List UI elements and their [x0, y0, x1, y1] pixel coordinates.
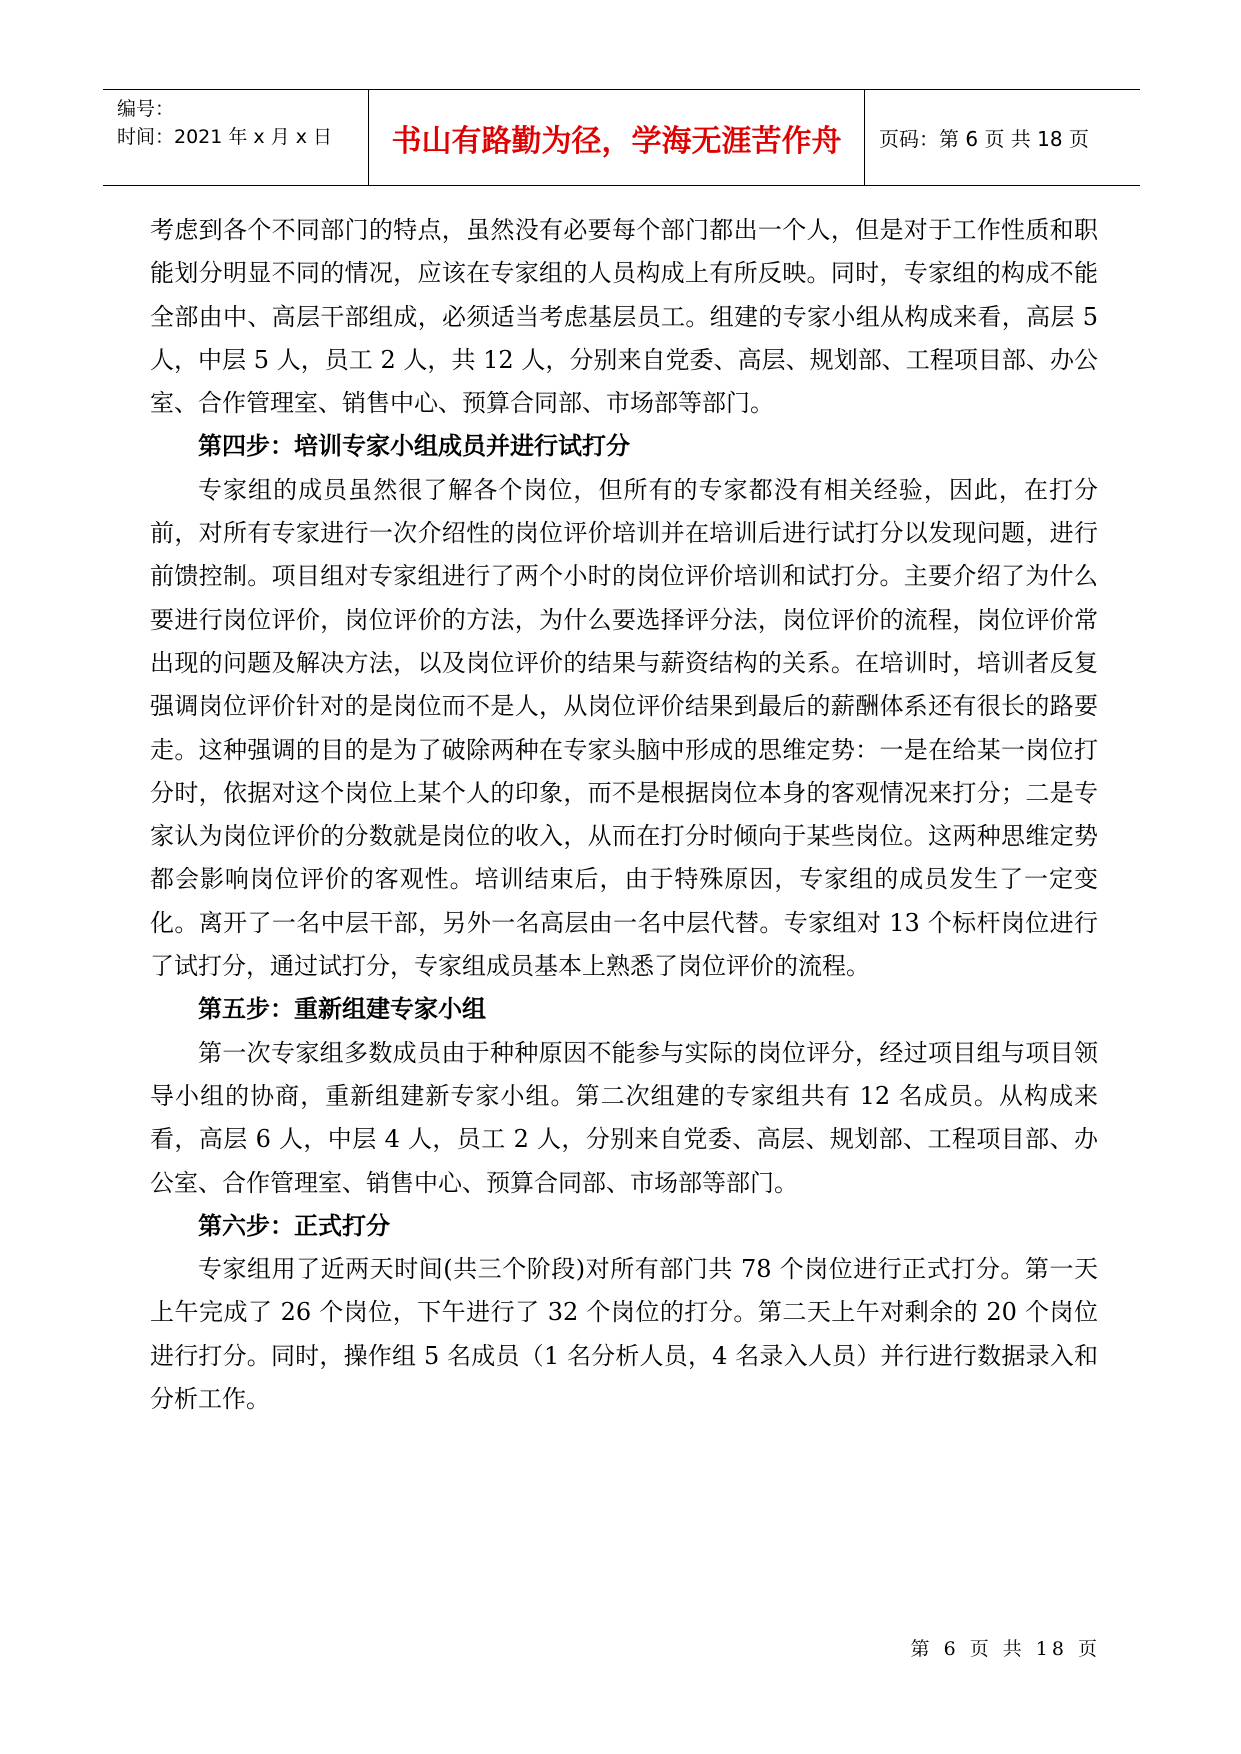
paragraph: 专家组的成员虽然很了解各个岗位，但所有的专家都没有相关经验，因此，在打分前，对所有专家进行一次介绍性的岗位评价培训并在培训后进行试打分以发现问题，进行前馈控制。项目组对专家组进行了两个小时的岗位评价培训和试打分。主要介绍了为什么要进行岗位评价，岗位评价的方法，为什么要选择评分法，岗位评价的流程，岗位评价常出现的问题及解决方法，以及岗位评价的结果与薪资结构的关系。在培训时，培训者反复强调岗位评价针对的是岗位而不是人，从岗位评价结果到最后的薪酬体系还有很长的路要走。这种强调的目的是为了破除两种在专家头脑中形成的思维定势：一是在给某一岗位打分时，依据对这个岗位上某个人的印象，而不是根据岗位本身的客观情况来打分；二是专家认为岗位评价的分数就是岗位的收入，从而在打分时倾向于某些岗位。这两种思维定势都会影响岗位评价的客观性。培训结束后，由于特殊原因，专家组的成员发生了一定变化。离开了一名中层干部，另外一名高层由一名中层代替。专家组对 13 个标杆岗位进行了试打分，通过试打分，专家组成员基本上熟悉了岗位评价的流程。: [150, 475, 1098, 981]
document-body: [150, 209, 1098, 1421]
section-heading-step-6: 第六步：正式打分: [198, 1211, 390, 1240]
header-left-cell: [103, 90, 368, 185]
document-number-label: 编号：: [117, 98, 175, 120]
page-header: [103, 89, 1140, 186]
header-page-label: 页码：第 6 页 共 18 页: [879, 127, 1089, 151]
page-footer: 第 6 页 共 18 页: [910, 1638, 1101, 1660]
header-motto: 书山有路勤为径，学海无涯苦作舟: [391, 123, 842, 159]
paragraph: 考虑到各个不同部门的特点，虽然没有必要每个部门都出一个人，但是对于工作性质和职能划分明显不同的情况，应该在专家组的人员构成上有所反映。同时，专家组的构成不能全部由中、高层干部组成，必须适当考虑基层员工。组建的专家小组从构成来看，高层 5 人，中层 5 人，员工 2 人，共 12 人，分别来自党委、高层、规划部、工程项目部、办公室、合作管理室、销售中心、预算合同部、市场部等部门。: [150, 216, 1098, 418]
paragraph: 专家组用了近两天时间(共三个阶段)对所有部门共 78 个岗位进行正式打分。第一天上午完成了 26 个岗位，下午进行了 32 个岗位的打分。第二天上午对剩余的 20 个岗位进行打分。同时，操作组 5 名成员（1 名分析人员，4 名录入人员）并行进行数据录入和分析工作。: [150, 1255, 1098, 1414]
paragraph: 第一次专家组多数成员由于种种原因不能参与实际的岗位评分，经过项目组与项目领导小组的协商，重新组建新专家小组。第二次组建的专家组共有 12 名成员。从构成来看，高层 6 人，中层 4 人，员工 2 人，分别来自党委、高层、规划部、工程项目部、办公室、合作管理室、销售中心、预算合同部、市场部等部门。: [150, 1038, 1098, 1197]
header-motto-cell: [368, 90, 865, 185]
document-time-label: 时间：2021 年 x 月 x 日: [117, 126, 333, 148]
section-heading-step-4: 第四步：培训专家小组成员并进行试打分: [198, 432, 630, 461]
header-page-cell: [865, 90, 1140, 185]
section-heading-step-5: 第五步：重新组建专家小组: [198, 995, 486, 1024]
